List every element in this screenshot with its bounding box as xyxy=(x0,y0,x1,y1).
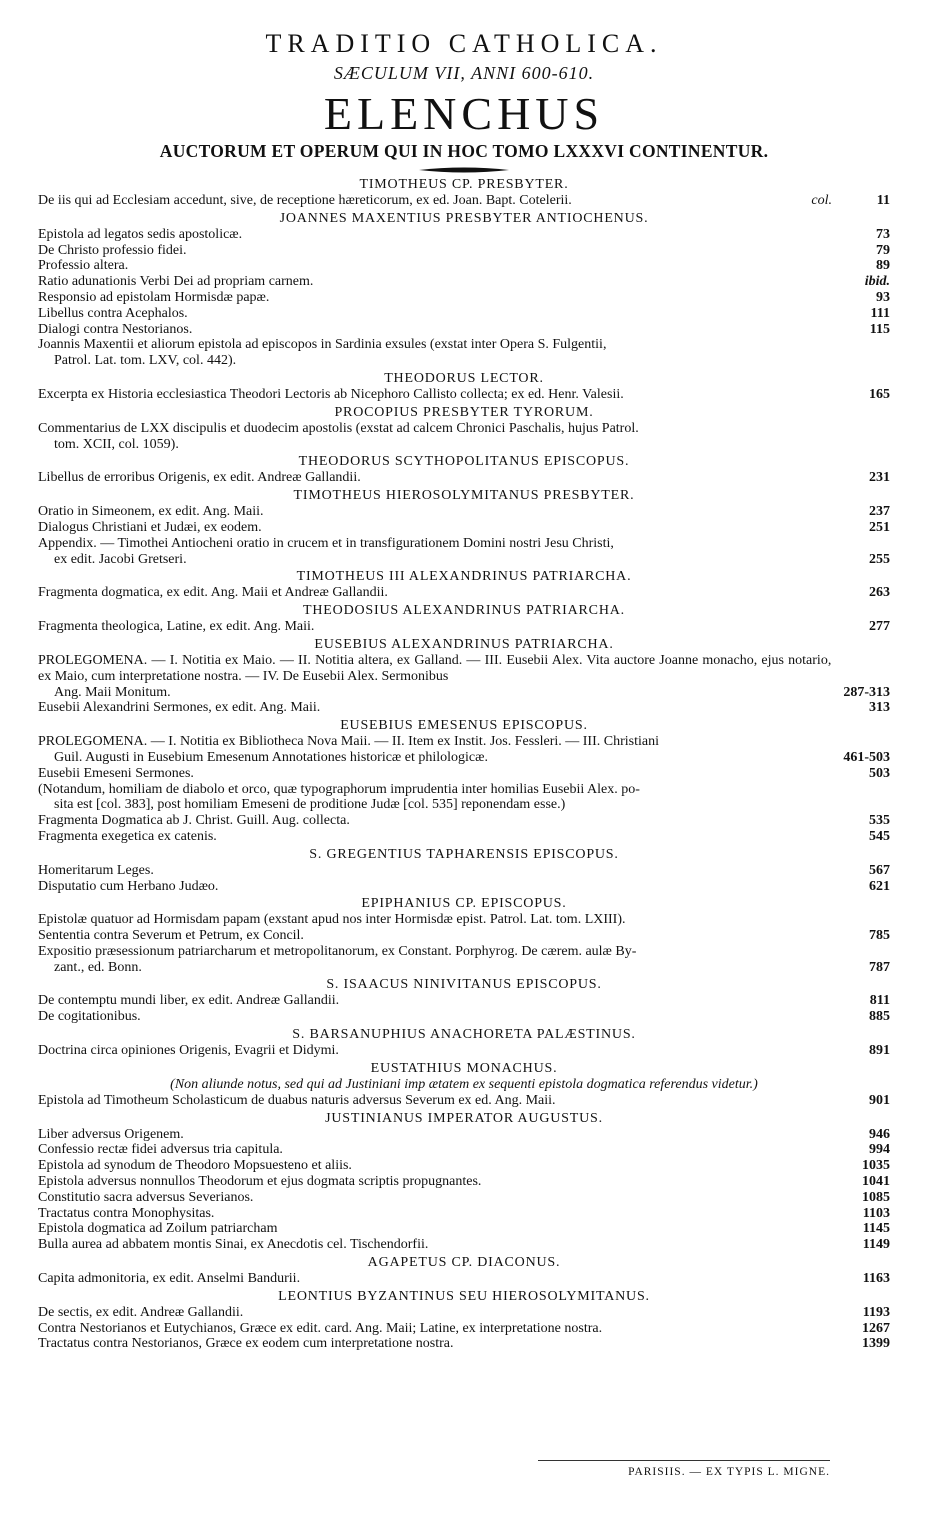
ornament-divider-icon xyxy=(419,166,509,174)
entry-text-block xyxy=(38,863,850,879)
entry-title: Responsio ad epistolam Hormisdæ papæ. xyxy=(38,289,270,305)
toc-entry xyxy=(38,322,890,338)
toc-entry xyxy=(38,1158,890,1174)
entry-column-number: 946 xyxy=(869,1126,890,1142)
entry-title: Epistolæ quatuor ad Hormisdam papam (exstant apud nos inter Hormisdæ epist. Patrol. Lat. tom. LXIII). xyxy=(38,912,626,928)
entry-title-continuation: Patrol. Lat. tom. LXV, col. 442). xyxy=(54,353,237,369)
table-of-contents xyxy=(38,176,890,1352)
toc-entry xyxy=(38,387,890,403)
entry-title: Oratio in Simeonem, ex edit. Ang. Maii. xyxy=(38,504,264,520)
toc-entry xyxy=(38,421,890,453)
entry-title-continuation: sita est [col. 383], post homiliam Emeseni de proditione Judæ [col. 535] reponendam esse.) xyxy=(54,797,566,813)
entry-text-block xyxy=(38,387,850,403)
author-heading: THEODOSIUS ALEXANDRINUS PATRIARCHA. xyxy=(303,603,625,619)
author-heading: LEONTIUS BYZANTINUS SEU HIEROSOLYMITANUS. xyxy=(278,1288,650,1304)
author-heading: JUSTINIANUS IMPERATOR AUGUSTUS. xyxy=(325,1110,603,1126)
toc-entry xyxy=(38,1237,890,1253)
entry-title: De cogitationibus. xyxy=(38,1009,141,1025)
entry-column-number: 115 xyxy=(869,321,890,337)
entry-column-number: ibid. xyxy=(864,274,890,290)
entry-text-block xyxy=(38,1237,850,1253)
entry-column-number: 1035 xyxy=(862,1158,890,1174)
entry-text-block xyxy=(38,520,850,536)
toc-entry xyxy=(38,243,890,259)
entry-title: De Christo professio fidei. xyxy=(38,242,187,258)
entry-title: Tractatus contra Monophysitas. xyxy=(38,1205,215,1221)
entry-text-block xyxy=(38,1305,850,1321)
toc-entry xyxy=(38,813,890,829)
entry-column-number: 287-313 xyxy=(843,684,890,700)
entry-title: Homeritarum Leges. xyxy=(38,862,154,878)
entry-column-number: 277 xyxy=(869,619,890,635)
entry-title: De iis qui ad Ecclesiam accedunt, sive, de receptione hæreticorum, ex ed. Joan. Bapt. Cotelerii. xyxy=(38,193,572,208)
entry-text-block xyxy=(38,734,843,766)
entry-title: De contemptu mundi liber, ex edit. Andreæ Gallandii. xyxy=(38,993,340,1009)
entry-text-block xyxy=(38,536,850,568)
toc-entry xyxy=(38,734,890,766)
entry-title: Constitutio sacra adversus Severianos. xyxy=(38,1189,254,1205)
entry-column-number: 1163 xyxy=(862,1271,890,1287)
entry-text-block xyxy=(38,1321,850,1337)
author-heading: TIMOTHEUS III ALEXANDRINUS PATRIARCHA. xyxy=(296,569,632,585)
entry-title: Confessio rectæ fidei adversus tria capitula. xyxy=(38,1142,283,1158)
entry-column-number: 885 xyxy=(869,1009,890,1025)
entry-column-number: 231 xyxy=(869,470,890,486)
entry-text-block xyxy=(38,653,843,700)
entry-title: Liber adversus Origenem. xyxy=(38,1126,184,1142)
entry-text-block xyxy=(38,912,850,928)
entry-column-number: 567 xyxy=(869,862,890,878)
entry-title: Ratio adunationis Verbi Dei ad propriam carnem. xyxy=(38,274,314,290)
entry-title: Eusebii Emeseni Sermones. xyxy=(38,765,194,781)
entry-title-continuation: Ang. Maii Monitum. xyxy=(54,684,171,700)
entry-column-number: 811 xyxy=(869,993,890,1009)
entry-column-number: 11 xyxy=(876,193,890,208)
entry-title: Eusebii Alexandrini Sermones, ex edit. Ang. Maii. xyxy=(38,700,321,716)
entry-column-number: 1041 xyxy=(862,1174,890,1190)
entry-title: Libellus contra Acephalos. xyxy=(38,305,188,321)
entry-column-number: 73 xyxy=(876,226,890,242)
toc-entry xyxy=(38,306,890,322)
entry-text-block xyxy=(38,1158,850,1174)
entry-text-block xyxy=(38,421,850,453)
entry-title: PROLEGOMENA. — I. Notitia ex Maio. — II. Notitia altera, ex Galland. — III. Eusebii Alex. Vita auctore Joanne monacho, ejus notario, ex Maio, cum interpretatione nostra. — IV. De Eusebii Alex. Sermonibus xyxy=(38,652,832,684)
entry-column-number: 1149 xyxy=(862,1237,890,1253)
entry-title: Epistola ad synodum de Theodoro Mopsuesteno et aliis. xyxy=(38,1158,352,1174)
entry-text-block xyxy=(38,585,850,601)
entry-title: Dialogus Christiani et Judæi, ex eodem. xyxy=(38,519,262,535)
toc-entry xyxy=(38,944,890,976)
entry-text-block xyxy=(38,928,850,944)
entry-title: Disputatio cum Herbano Judæo. xyxy=(38,878,219,894)
entry-title: Epistola ad Timotheum Scholasticum de duabus naturis adversus Severum ex ed. Ang. Maii. xyxy=(38,1092,556,1108)
toc-entry xyxy=(38,653,890,700)
author-heading: PROCOPIUS PRESBYTER TYRORUM. xyxy=(334,404,594,420)
author-heading: S. BARSANUPHIUS ANACHORETA PALÆSTINUS. xyxy=(292,1027,636,1043)
entry-title: Doctrina circa opiniones Origenis, Evagrii et Didymi. xyxy=(38,1043,339,1059)
entry-column-number: 111 xyxy=(870,305,890,321)
entry-column-number: 1267 xyxy=(862,1320,890,1336)
header-subtitle: SÆCULUM VII, ANNI 600-610. xyxy=(333,63,595,83)
entry-column-number: 79 xyxy=(876,242,890,258)
author-heading: EUSEBIUS ALEXANDRINUS PATRIARCHA. xyxy=(314,636,614,652)
toc-entry xyxy=(38,1043,890,1059)
entry-title: Fragmenta theologica, Latine, ex edit. Ang. Maii. xyxy=(38,619,315,635)
toc-entry xyxy=(38,274,890,290)
toc-entry xyxy=(38,1271,890,1287)
author-heading: JOANNES MAXENTIUS PRESBYTER ANTIOCHENUS. xyxy=(279,210,649,226)
toc-entry xyxy=(38,1321,890,1337)
entry-text-block xyxy=(38,227,850,243)
toc-entry xyxy=(38,993,890,1009)
entry-text-block xyxy=(38,944,850,976)
toc-entry xyxy=(38,863,890,879)
entry-title: Sententia contra Severum et Petrum, ex Concil. xyxy=(38,928,304,944)
author-heading: EUSEBIUS EMESENUS EPISCOPUS. xyxy=(340,718,588,734)
toc-entry xyxy=(38,928,890,944)
author-heading: EPIPHANIUS CP. EPISCOPUS. xyxy=(361,896,567,912)
entry-column-number: 89 xyxy=(876,258,890,274)
entry-title: (Notandum, homiliam de diabolo et orco, quæ typographorum imprudentia inter homilias Eusebii Alex. po- xyxy=(38,781,640,797)
entry-text-block xyxy=(38,337,850,369)
author-heading: THEODORUS LECTOR. xyxy=(384,370,544,386)
entry-title-continuation: ex edit. Jacobi Gretseri. xyxy=(54,551,187,567)
entry-title: Professio altera. xyxy=(38,258,129,274)
entry-title: Excerpta ex Historia ecclesiastica Theodori Lectoris ab Nicephoro Callisto collecta; ex ed. Henr. Valesii. xyxy=(38,386,624,402)
entry-title: Libellus de erroribus Origenis, ex edit. Andreæ Gallandii. xyxy=(38,470,361,486)
entry-title: Capita admonitoria, ex edit. Anselmi Bandurii. xyxy=(38,1271,301,1287)
entry-text-block xyxy=(38,306,850,322)
entry-text-block xyxy=(38,1127,850,1143)
toc-entry xyxy=(38,1305,890,1321)
toc-entry xyxy=(38,1190,890,1206)
entry-column-number: 545 xyxy=(869,828,890,844)
entry-text-block xyxy=(38,1206,850,1222)
author-heading: AGAPETUS CP. DIACONUS. xyxy=(367,1255,561,1271)
author-heading: THEODORUS SCYTHOPOLITANUS EPISCOPUS. xyxy=(298,454,630,470)
entry-text-block xyxy=(38,1009,850,1025)
entry-text-block xyxy=(38,813,850,829)
toc-entry xyxy=(38,520,890,536)
entry-text-block xyxy=(38,243,850,259)
entry-column-number: 1145 xyxy=(862,1221,890,1237)
entry-text-block xyxy=(38,322,850,338)
toc-entry xyxy=(38,290,890,306)
author-heading: TIMOTHEUS CP. PRESBYTER. xyxy=(359,177,569,192)
entry-column-number: 535 xyxy=(869,813,890,829)
entry-title: Epistola ad legatos sedis apostolicæ. xyxy=(38,226,243,242)
entry-title: Epistola dogmatica ad Zoilum patriarcham xyxy=(38,1221,278,1237)
entry-title: Bulla aurea ad abbatem montis Sinai, ex Anecdotis cel. Tischendorfii. xyxy=(38,1237,429,1253)
toc-entry xyxy=(38,1093,890,1109)
entry-column-number: 787 xyxy=(869,959,890,975)
entry-text-block xyxy=(38,1336,850,1352)
toc-entry xyxy=(38,879,890,895)
toc-entry xyxy=(38,1127,890,1143)
entry-column-number: 1085 xyxy=(862,1189,890,1205)
entry-column-number: 503 xyxy=(869,765,890,781)
entry-column-number: 1103 xyxy=(862,1205,890,1221)
entry-text-block xyxy=(38,470,850,486)
author-note: (Non aliunde notus, sed qui ad Justiniani imp ætatem ex sequenti epistola dogmatica referendus videtur.) xyxy=(170,1076,758,1092)
footer-rule xyxy=(538,1460,830,1461)
entry-text-block xyxy=(38,1221,850,1237)
toc-entry xyxy=(38,585,890,601)
entry-text-block xyxy=(38,829,850,845)
toc-entry xyxy=(38,258,890,274)
entry-text-block xyxy=(38,1142,850,1158)
entry-title: Commentarius de LXX discipulis et duodecim apostolis (exstat ad calcem Chronici Paschalis, hujus Patrol. xyxy=(38,420,639,436)
entry-title: Appendix. — Timothei Antiocheni oratio in crucem et in transfigurationem Domini nostri Jesu Christi, xyxy=(38,535,614,551)
entry-text-block xyxy=(38,274,850,290)
entry-title-continuation: zant., ed. Bonn. xyxy=(54,959,142,975)
document-page xyxy=(38,28,890,1352)
entry-column-number: 994 xyxy=(869,1142,890,1158)
toc-entry xyxy=(38,700,890,716)
toc-entry xyxy=(38,1009,890,1025)
entry-column-number: 901 xyxy=(869,1092,890,1108)
toc-entry xyxy=(38,536,890,568)
toc-entry xyxy=(38,912,890,928)
entry-text-block xyxy=(38,258,850,274)
toc-entry xyxy=(38,829,890,845)
entry-column-number: 785 xyxy=(869,928,890,944)
entry-column-number: 891 xyxy=(869,1043,890,1059)
toc-entry xyxy=(38,1206,890,1222)
toc-entry xyxy=(38,619,890,635)
entry-column-number: 621 xyxy=(869,878,890,894)
entry-title-continuation: Guil. Augusti in Eusebium Emesenum Annotationes historicæ et philologicæ. xyxy=(54,749,488,765)
entry-title: Fragmenta dogmatica, ex edit. Ang. Maii et Andreæ Gallandii. xyxy=(38,585,388,601)
entry-text-block xyxy=(38,700,850,716)
footer-imprint: PARISIIS. — EX TYPIS L. MIGNE. xyxy=(628,1466,830,1478)
toc-entry xyxy=(38,470,890,486)
header-elenchus: ELENCHUS xyxy=(323,88,605,139)
toc-entry xyxy=(38,1174,890,1190)
entry-text-block xyxy=(38,1093,850,1109)
entry-title: Fragmenta exegetica ex catenis. xyxy=(38,828,217,844)
entry-title: Fragmenta Dogmatica ab J. Christ. Guill. Aug. collecta. xyxy=(38,813,350,829)
toc-entry xyxy=(38,227,890,243)
entry-title: Epistola adversus nonnullos Theodorum et ejus dogmata scriptis propugnantes. xyxy=(38,1174,482,1190)
toc-entry xyxy=(38,1221,890,1237)
entry-column-number: 237 xyxy=(869,504,890,520)
entry-title: Expositio præsessionum patriarcharum et metropolitanorum, ex Constant. Porphyrog. De cærem. aulæ By- xyxy=(38,943,637,959)
col-label: col. xyxy=(811,193,832,208)
entry-column-number: 251 xyxy=(869,519,890,535)
entry-text-block xyxy=(38,193,811,209)
entry-title: PROLEGOMENA. — I. Notitia ex Bibliotheca Nova Maii. — II. Item ex Instit. Jos. Fessleri. — III. Christiani xyxy=(38,734,659,750)
toc-entry xyxy=(38,193,890,209)
toc-entry xyxy=(38,504,890,520)
entry-column-number: 1399 xyxy=(862,1336,890,1352)
entry-title: Dialogi contra Nestorianos. xyxy=(38,321,193,337)
toc-entry xyxy=(38,1336,890,1352)
entry-text-block xyxy=(38,619,850,635)
author-heading: TIMOTHEUS HIEROSOLYMITANUS PRESBYTER. xyxy=(293,488,635,504)
entry-column-number: 255 xyxy=(869,551,890,567)
entry-text-block xyxy=(38,879,850,895)
author-heading: S. ISAACUS NINIVITANUS EPISCOPUS. xyxy=(326,977,602,993)
entry-text-block xyxy=(38,1174,850,1190)
entry-text-block xyxy=(38,766,850,782)
entry-text-block xyxy=(38,1271,850,1287)
entry-text-block xyxy=(38,290,850,306)
toc-entry xyxy=(38,1142,890,1158)
entry-column-number: 93 xyxy=(876,289,890,305)
entry-column-number: 1193 xyxy=(862,1304,890,1320)
entry-text-block xyxy=(38,782,850,814)
entry-title: Contra Nestorianos et Eutychianos, Græce ex edit. card. Ang. Maii; Latine, ex interpretatione nostra. xyxy=(38,1320,603,1336)
entry-column-number: 165 xyxy=(869,386,890,402)
author-heading: S. GREGENTIUS TAPHARENSIS EPISCOPUS. xyxy=(309,846,619,862)
entry-title: De sectis, ex edit. Andreæ Gallandii. xyxy=(38,1304,244,1320)
header-description: AUCTORUM ET OPERUM QUI IN HOC TOMO LXXXVI CONTINENTUR. xyxy=(159,141,769,161)
entry-text-block xyxy=(38,1043,850,1059)
entry-column-number: 461-503 xyxy=(843,749,890,765)
toc-entry xyxy=(38,782,890,814)
entry-text-block xyxy=(38,1190,850,1206)
entry-column-number: 263 xyxy=(869,585,890,601)
entry-column-number: 313 xyxy=(869,700,890,716)
author-heading: EUSTATHIUS MONACHUS. xyxy=(370,1060,558,1076)
toc-entry xyxy=(38,766,890,782)
toc-entry xyxy=(38,337,890,369)
entry-title: Tractatus contra Nestorianos, Græce ex eodem cum interpretatione nostra. xyxy=(38,1336,454,1352)
header-title: TRADITIO CATHOLICA. xyxy=(265,29,663,58)
entry-text-block xyxy=(38,993,850,1009)
entry-title-continuation: tom. XCII, col. 1059). xyxy=(54,436,179,452)
entry-title: Joannis Maxentii et aliorum epistola ad episcopos in Sardinia exsules (exstat inter Opera S. Fulgentii, xyxy=(38,337,607,353)
entry-text-block xyxy=(38,504,850,520)
